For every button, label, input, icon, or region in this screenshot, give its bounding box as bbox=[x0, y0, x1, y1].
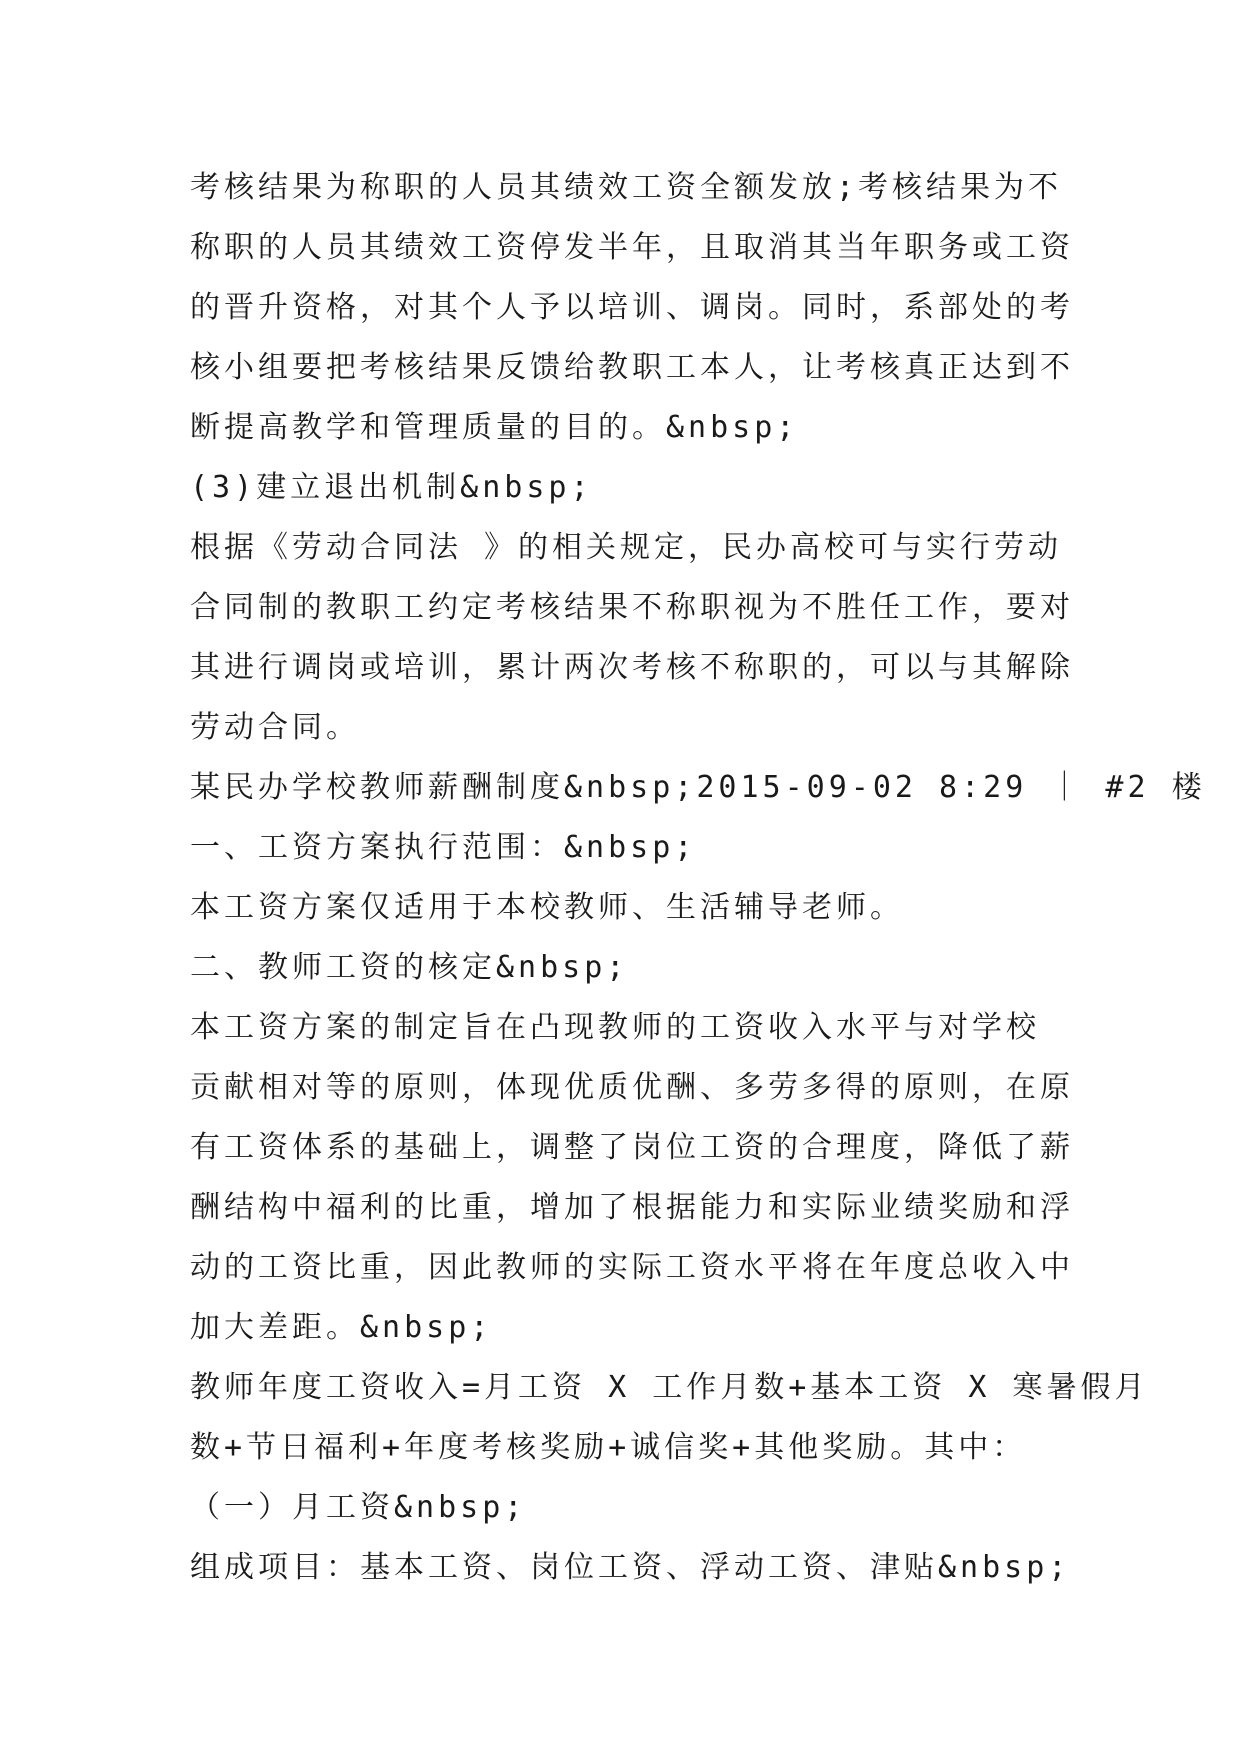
text-line: 数+节日福利+年度考核奖励+诚信奖+其他奖励。其中： bbox=[190, 1430, 1027, 1465]
text-line: 教师年度工资收入=月工资 X 工作月数+基本工资 X 寒暑假月 bbox=[190, 1370, 1149, 1405]
text-line: 劳动合同。 bbox=[190, 710, 360, 745]
text-line: 本工资方案的制定旨在凸现教师的工资收入水平与对学校 bbox=[190, 1010, 1040, 1045]
text-line: 有工资体系的基础上，调整了岗位工资的合理度，降低了薪 bbox=[190, 1130, 1074, 1165]
section-heading: 一、工资方案执行范围：&nbsp; bbox=[190, 830, 697, 865]
text-line: 加大差距。&nbsp; bbox=[190, 1310, 493, 1345]
text-line: 根据《劳动合同法 》的相关规定，民办高校可与实行劳动 bbox=[190, 530, 1063, 565]
text-line: 本工资方案仅适用于本校教师、生活辅导老师。 bbox=[190, 890, 904, 925]
text-line: 其进行调岗或培训，累计两次考核不称职的，可以与其解除 bbox=[190, 650, 1074, 685]
text-line: 合同制的教职工约定考核结果不称职视为不胜任工作，要对 bbox=[190, 590, 1074, 625]
text-line: 动的工资比重，因此教师的实际工资水平将在年度总收入中 bbox=[190, 1250, 1074, 1285]
text-line: 考核结果为称职的人员其绩效工资全额发放;考核结果为不 bbox=[190, 170, 1063, 205]
text-line: 断提高教学和管理质量的目的。&nbsp; bbox=[190, 410, 799, 445]
text-line: 的晋升资格，对其个人予以培训、调岗。同时，系部处的考 bbox=[190, 290, 1074, 325]
text-line: 组成项目：基本工资、岗位工资、浮动工资、津贴&nbsp; bbox=[190, 1550, 1071, 1585]
text-line: 贡献相对等的原则，体现优质优酬、多劳多得的原则，在原 bbox=[190, 1070, 1074, 1105]
document-body bbox=[190, 158, 1206, 1598]
post-header: 某民办学校教师薪酬制度&nbsp;2015-09-02 8:29 ｜ #2 楼 bbox=[190, 770, 1206, 805]
text-line: 酬结构中福利的比重，增加了根据能力和实际业绩奖励和浮 bbox=[190, 1190, 1074, 1225]
section-heading: (3)建立退出机制&nbsp; bbox=[190, 470, 593, 505]
text-line: 核小组要把考核结果反馈给教职工本人，让考核真正达到不 bbox=[190, 350, 1074, 385]
text-line: 称职的人员其绩效工资停发半年，且取消其当年职务或工资 bbox=[190, 230, 1074, 265]
section-heading: （一）月工资&nbsp; bbox=[190, 1490, 527, 1525]
section-heading: 二、教师工资的核定&nbsp; bbox=[190, 950, 629, 985]
